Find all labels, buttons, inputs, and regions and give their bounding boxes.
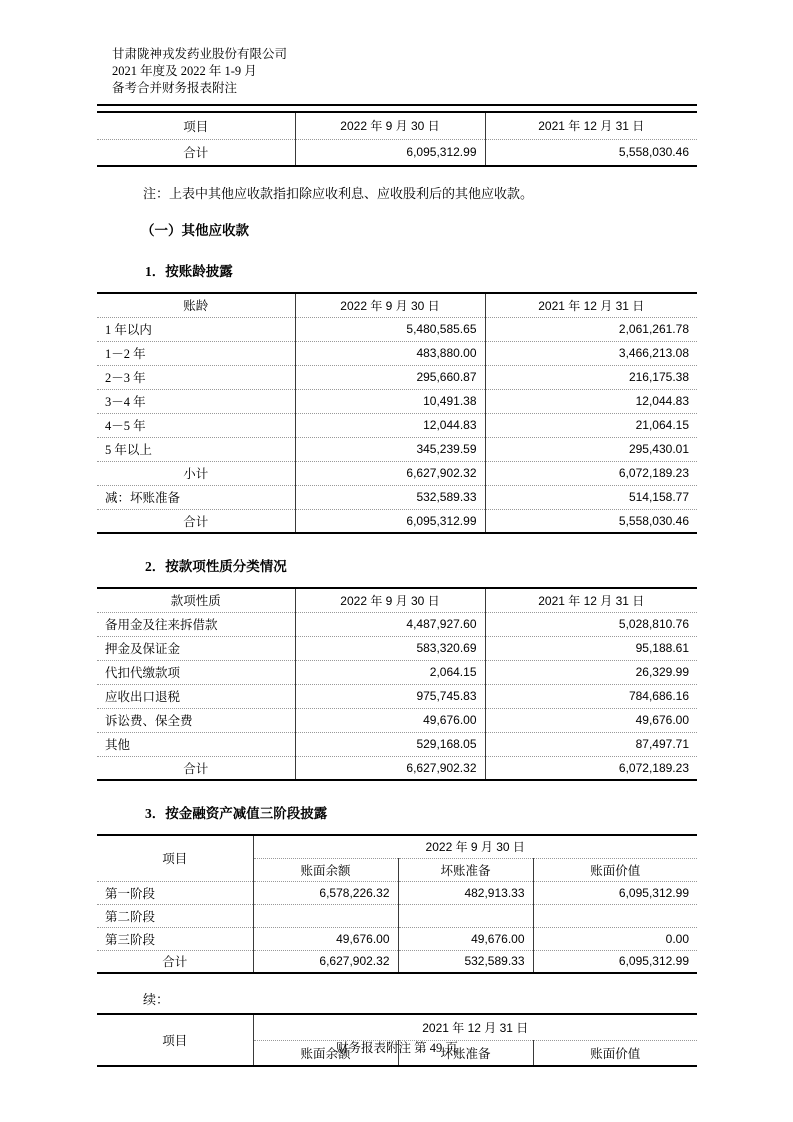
row-label: 合计 [97,139,295,166]
value-2022: 6,627,902.32 [295,756,485,780]
row-label: 小计 [97,461,295,485]
column-header-balance: 账面余额 [253,858,398,881]
value-2022: 295,660.87 [295,365,485,389]
row-label: 押金及保证金 [97,636,295,660]
row-label: 合计 [97,950,253,973]
row-label: 3－4 年 [97,389,295,413]
page-footer: 财务报表附注 第 49 页 [336,1041,458,1055]
value-2021: 5,028,810.76 [485,612,697,636]
table-row [97,881,697,904]
column-header-2022: 2022 年 9 月 30 日 [295,588,485,612]
value-2022: 4,487,927.60 [295,612,485,636]
column-header-item: 项目 [183,119,209,134]
total-row [97,756,697,780]
value-2021: 6,072,189.23 [485,461,697,485]
row-label: 应收出口退税 [97,684,295,708]
column-header-date-2021: 2021 年 12 月 31 日 [253,1014,697,1040]
table-row [97,708,697,732]
value-2021: 95,188.61 [485,636,697,660]
value-2021: 26,329.99 [485,660,697,684]
value-book-value: 6,095,312.99 [533,950,697,973]
table-row [97,437,697,461]
subtotal-row [97,461,697,485]
value-2021: 784,686.16 [485,684,697,708]
table-row [97,389,697,413]
column-header-balance: 账面余额 [253,1040,398,1066]
total-row [97,950,697,973]
table-header-row [97,835,697,858]
nature-heading: 2．按款项性质分类情况 [145,559,287,574]
table-header-row [97,588,697,612]
value-balance: 6,627,902.32 [253,950,398,973]
row-label: 合计 [97,509,295,533]
row-label: 备用金及往来拆借款 [97,612,295,636]
value-2022: 583,320.69 [295,636,485,660]
table-header-row [97,1014,697,1040]
column-header-2021: 2021 年 12 月 31 日 [485,293,697,317]
value-2021: 6,072,189.23 [485,756,697,780]
column-header-2022: 2022 年 9 月 30 日 [295,112,485,139]
value-2022: 10,491.38 [295,389,485,413]
column-header-2021: 2021 年 12 月 31 日 [485,112,697,139]
table-row [97,612,697,636]
value-balance: 49,676.00 [253,927,398,950]
value-2022: 483,880.00 [295,341,485,365]
table-row [97,139,697,166]
column-header-bad-debt: 坏账准备 [398,1040,533,1066]
report-title: 备考合并财务报表附注 [112,81,238,95]
row-label: 其他 [97,732,295,756]
column-header-book-value: 账面价值 [533,858,697,881]
value-2022: 49,676.00 [295,708,485,732]
value-2022: 6,095,312.99 [295,509,485,533]
table-row [97,927,697,950]
table-row [97,684,697,708]
value-balance: 6,578,226.32 [253,881,398,904]
stage-heading: 3．按金融资产减值三阶段披露 [145,806,328,821]
column-header-item: 项目 [162,852,188,867]
table-header-row [97,112,697,139]
value-2021: 295,430.01 [485,437,697,461]
value-2021: 3,466,213.08 [485,341,697,365]
table-row [97,317,697,341]
continued-label: 续： [143,992,170,1007]
table-row [97,485,697,509]
value-book-value: 6,095,312.99 [533,881,697,904]
table-row [97,660,697,684]
total-row [97,509,697,533]
aging-heading: 1．按账龄披露 [145,264,233,279]
value-2022: 2,064.15 [295,660,485,684]
value-2021: 514,158.77 [485,485,697,509]
value-2021: 5,558,030.46 [485,509,697,533]
table-row [97,732,697,756]
value-2022: 6,627,902.32 [295,461,485,485]
aging-table [97,292,697,534]
row-label: 合计 [97,756,295,780]
value-2021: 49,676.00 [485,708,697,732]
value-2022: 345,239.59 [295,437,485,461]
note-text: 注：上表中其他应收款指扣除应收利息、应收股利后的其他应收款。 [143,186,534,201]
table-row [97,636,697,660]
table-row [97,904,697,927]
value-2022: 529,168.05 [295,732,485,756]
table-row [97,413,697,437]
section-title: （一）其他应收款 [141,223,249,238]
row-label: 减：坏账准备 [97,485,295,509]
table-row [97,365,697,389]
value-2022: 532,589.33 [295,485,485,509]
value-2021: 21,064.15 [485,413,697,437]
row-label: 第一阶段 [97,881,253,904]
row-label: 第二阶段 [97,904,253,927]
nature-table [97,587,697,781]
column-header-bad-debt: 坏账准备 [398,858,533,881]
summary-table [97,111,697,167]
value-2021: 216,175.38 [485,365,697,389]
row-label: 5 年以上 [97,437,295,461]
value-book-value: 0.00 [533,927,697,950]
stage-table-2022 [97,834,697,974]
value-balance [253,904,398,927]
document-header [112,0,793,97]
value-2021: 5,558,030.46 [485,139,697,166]
column-header-2021: 2021 年 12 月 31 日 [485,588,697,612]
value-bad-debt: 49,676.00 [398,927,533,950]
table-row [97,341,697,365]
value-2021: 12,044.83 [485,389,697,413]
row-label: 诉讼费、保全费 [97,708,295,732]
column-header-book-value: 账面价值 [533,1040,697,1066]
value-bad-debt [398,904,533,927]
value-bad-debt: 482,913.33 [398,881,533,904]
row-label: 4－5 年 [97,413,295,437]
header-divider [97,104,697,106]
row-label: 第三阶段 [97,927,253,950]
value-2021: 87,497.71 [485,732,697,756]
value-bad-debt: 532,589.33 [398,950,533,973]
row-label: 代扣代缴款项 [97,660,295,684]
value-2022: 6,095,312.99 [295,139,485,166]
column-header-nature: 款项性质 [170,594,221,609]
company-name: 甘肃陇神戎发药业股份有限公司 [112,47,288,61]
table-header-row [97,293,697,317]
row-label: 2－3 年 [97,365,295,389]
value-2022: 5,480,585.65 [295,317,485,341]
column-header-aging: 账龄 [183,299,209,314]
value-book-value [533,904,697,927]
column-header-item: 项目 [162,1034,188,1048]
value-2022: 975,745.83 [295,684,485,708]
value-2021: 2,061,261.78 [485,317,697,341]
report-period: 2021 年度及 2022 年 1-9 月 [112,64,257,78]
value-2022: 12,044.83 [295,413,485,437]
column-header-2022: 2022 年 9 月 30 日 [295,293,485,317]
row-label: 1－2 年 [97,341,295,365]
column-header-date-2022: 2022 年 9 月 30 日 [253,835,697,858]
row-label: 1 年以内 [97,317,295,341]
